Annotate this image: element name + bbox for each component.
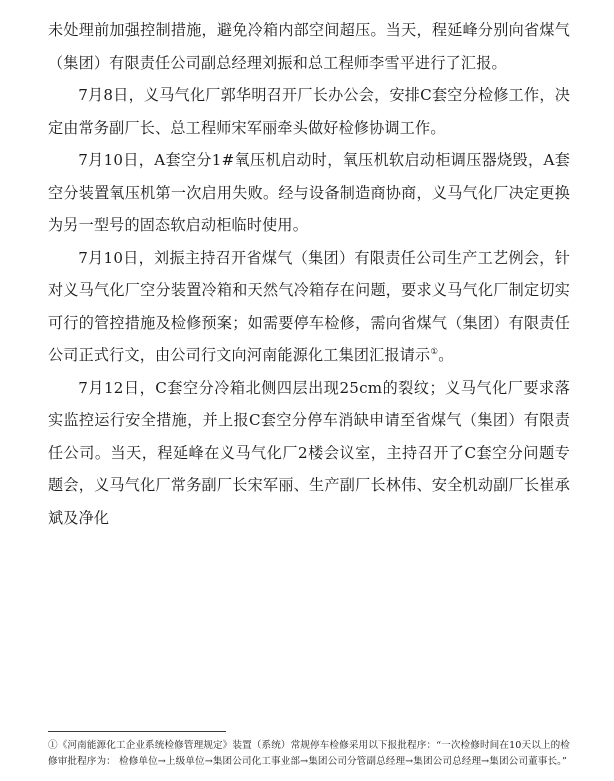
paragraph-4-text: 7月10日，刘振主持召开省煤气（集团）有限责任公司生产工艺例会，针对义马气化厂空分装置冷箱和天然气冷箱存在问题，要求义马气化厂制定切实可行的管控措施及检修预案；如需要停车检修，需向省煤气（集团）有限责任公司正式行文，由公司行文向河南能源化工集团汇报请示 bbox=[48, 248, 570, 364]
document-body bbox=[48, 14, 570, 534]
footnote-body: 《河南能源化工企业系统检修管理规定》装置（系统）常规停车检修采用以下报批程序：“一次检修时间在10天以上的检修审批程序为： 检修单位→上级单位→集团公司化工事业部→集团公司分管副总经理→集团公司总经理→集团公司董事长。” bbox=[48, 740, 571, 767]
paragraph-4: 7月10日，刘振主持召开省煤气（集团）有限责任公司生产工艺例会，针对义马气化厂空分装置冷箱和天然气冷箱存在问题，要求义马气化厂制定切实可行的管控措施及检修预案；如需要停车检修，需向省煤气（集团）有限责任公司正式行文，由公司行文向河南能源化工集团汇报请示①。 bbox=[48, 248, 570, 364]
paragraph-5: 7月12日，C套空分冷箱北侧四层出现25cm的裂纹；义马气化厂要求落实监控运行安全措施，并上报C套空分停车消缺申请至省煤气（集团）有限责任公司。当天，程延峰在义马气化厂2楼会议室，主持召开了C套空分问题专题会，义马气化厂常务副厂长宋军丽、生产副厂长林伟、安全机动副厂长崔承斌及净化 bbox=[48, 378, 570, 527]
footnote-text bbox=[48, 738, 570, 769]
paragraph-2: 7月8日，义马气化厂郭华明召开厂长办公会，安排C套空分检修工作，决定由常务副厂长、总工程师宋军丽牵头做好检修协调工作。 bbox=[48, 86, 570, 137]
footnote-area bbox=[48, 731, 570, 769]
footnote-reference: ① bbox=[430, 346, 439, 357]
paragraph-3: 7月10日，A套空分1#氧压机启动时，氧压机软启动柜调压器烧毁，A套空分装置氧压机第一次启用失败。经与设备制造商协商，义马气化厂决定更换为另一型号的固态软启动柜临时使用。 bbox=[48, 151, 570, 234]
paragraph-1: 未处理前加强控制措施，避免冷箱内部空间超压。当天，程延峰分别向省煤气（集团）有限责任公司副总经理刘振和总工程师李雪平进行了汇报。 bbox=[48, 21, 570, 72]
footnote-marker: ① bbox=[48, 740, 58, 751]
footnote-divider bbox=[48, 731, 226, 732]
